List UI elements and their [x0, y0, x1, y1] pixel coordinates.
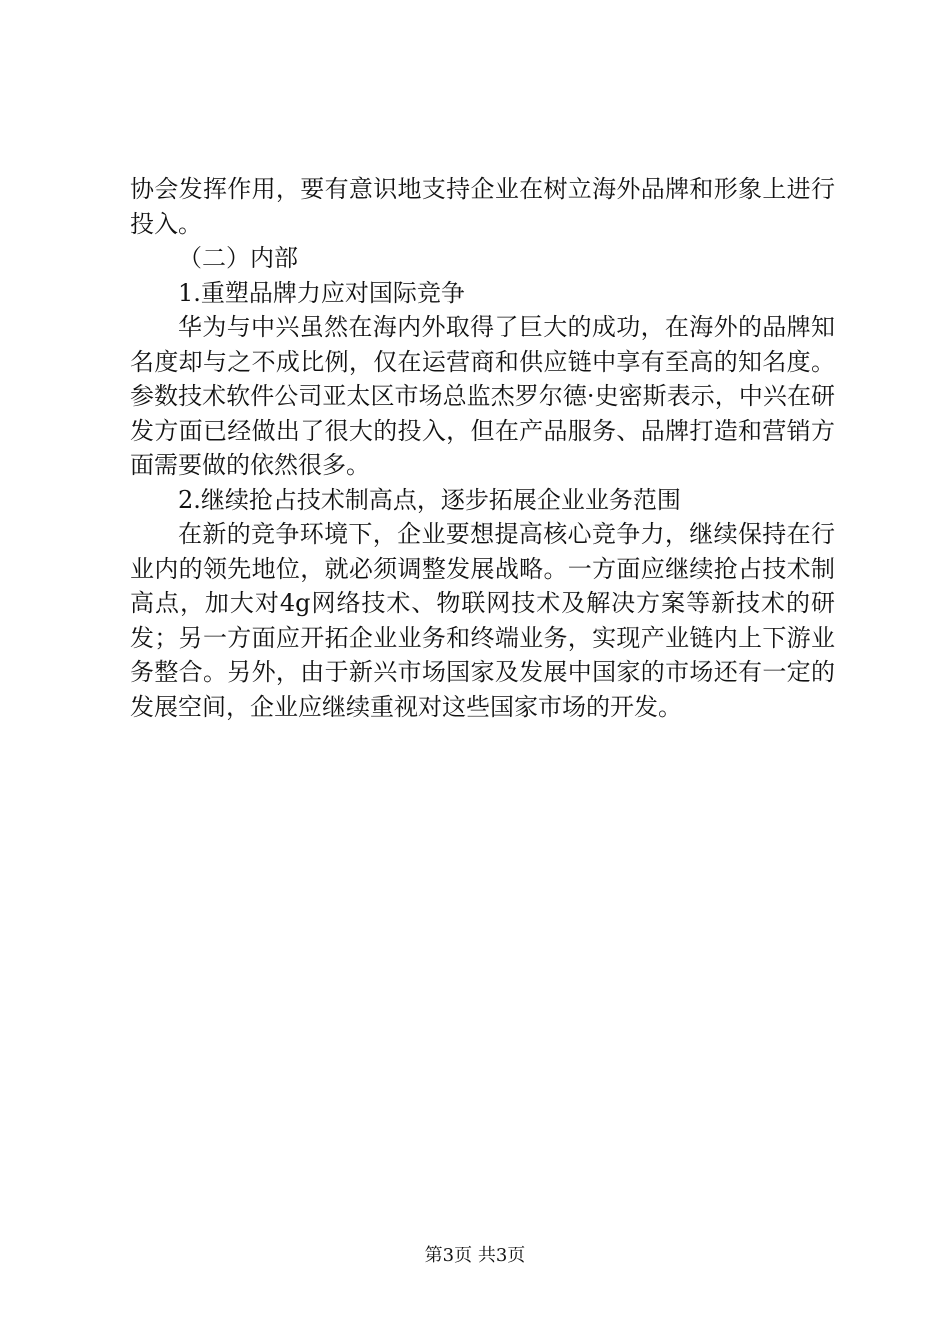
document-body: [130, 172, 835, 724]
paragraph-brand: 华为与中兴虽然在海内外取得了巨大的成功，在海外的品牌知名度却与之不成比例，仅在运营商和供应链中享有至高的知名度。参数技术软件公司亚太区市场总监杰罗尔德·史密斯表示，中兴在研发方面已经做出了很大的投入，但在产品服务、品牌打造和营销方面需要做的依然很多。: [130, 313, 835, 479]
page-footer: 第3页 共3页: [424, 1245, 526, 1266]
subheading-brand: 1.重塑品牌力应对国际竞争: [178, 278, 465, 307]
paragraph-technology: 在新的竞争环境下，企业要想提高核心竞争力，继续保持在行业内的领先地位，就必须调整发展战略。一方面应继续抢占技术制高点，加大对4g网络技术、物联网技术及解决方案等新技术的研发；另一方面应开拓企业业务和终端业务，实现产业链内上下游业务整合。另外，由于新兴市场国家及发展中国家的市场还有一定的发展空间，企业应继续重视对这些国家市场的开发。: [130, 520, 835, 721]
section-heading-internal: （二）内部: [178, 244, 298, 272]
paragraph-continuation: 协会发挥作用，要有意识地支持企业在树立海外品牌和形象上进行投入。: [130, 175, 835, 238]
subheading-technology: 2.继续抢占技术制高点，逐步拓展企业业务范围: [178, 485, 681, 514]
